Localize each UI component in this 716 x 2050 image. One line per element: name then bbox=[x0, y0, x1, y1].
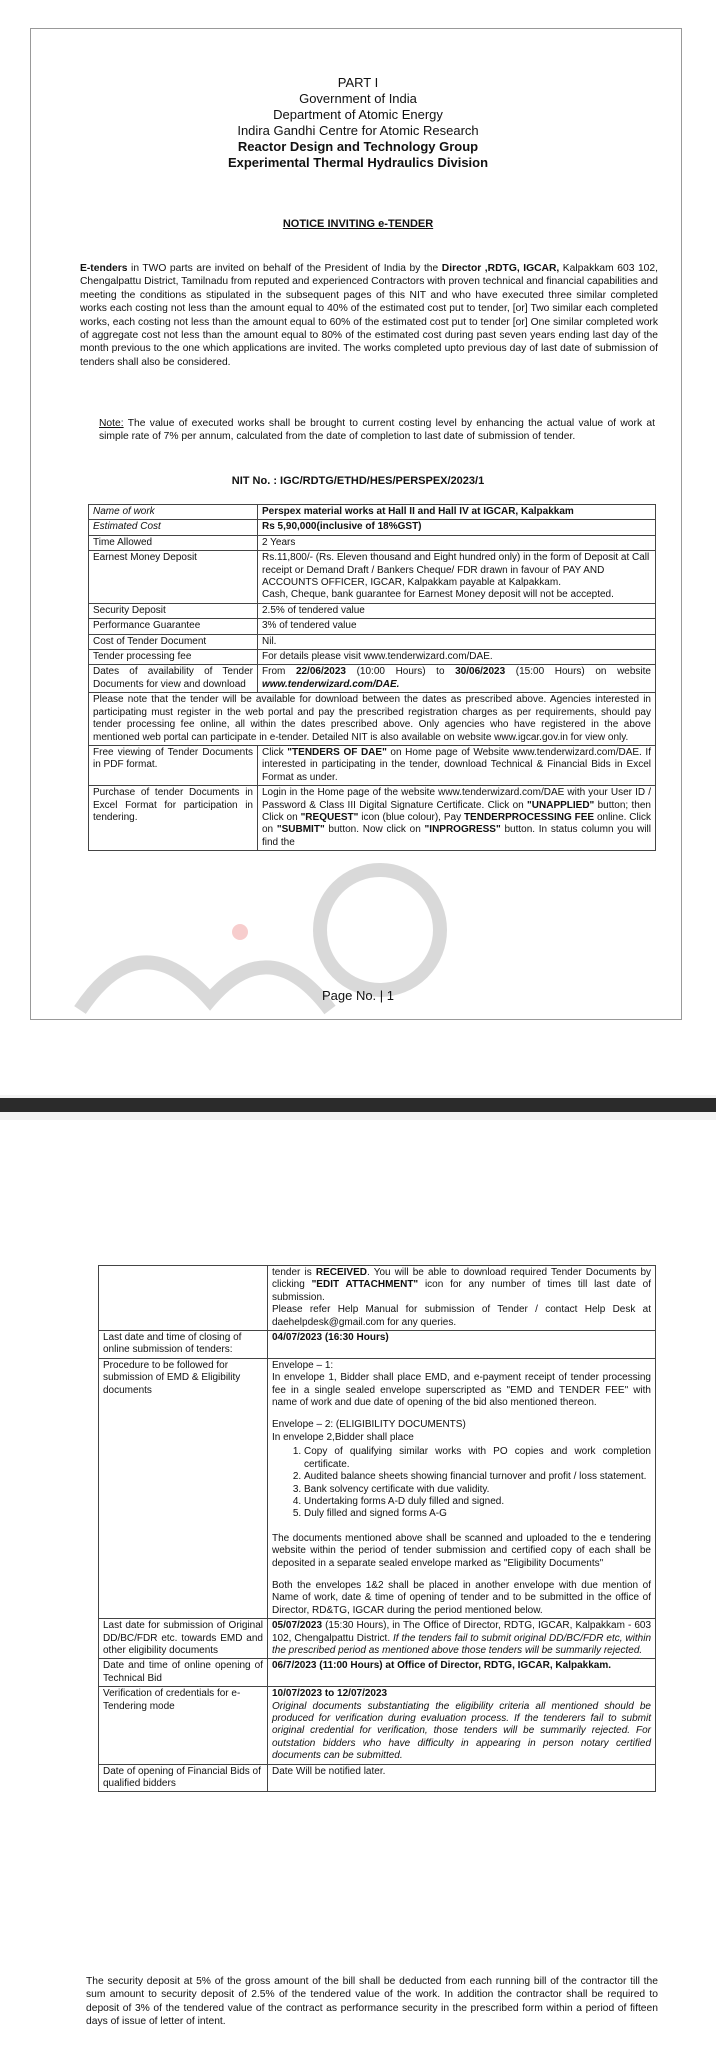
emd-value bbox=[258, 551, 656, 604]
envelope-2-intro: In envelope 2,Bidder shall place bbox=[272, 1431, 414, 1443]
technical-bid-value: 06/7/2023 (11:00 Hours) at Office of Director, RDTG, IGCAR, Kalpakkam. bbox=[268, 1659, 656, 1687]
table-row bbox=[89, 745, 656, 785]
dates-website: www.tenderwizard.com/DAE. bbox=[262, 678, 400, 690]
financial-bid-value: Date Will be notified later. bbox=[268, 1764, 656, 1792]
orig-text-b: (15:30 Hours), in The Office of Director, RDTG, IGCAR, Kalpakkam - 603 102, Chengalpattu District. bbox=[272, 1620, 651, 1644]
free-viewing-value bbox=[258, 745, 656, 785]
continued-label-cell bbox=[99, 1266, 268, 1331]
procedure-label: Procedure to be followed for submission of EMD & Eligibility documents bbox=[99, 1358, 268, 1618]
page-number: Page No. | 1 bbox=[321, 988, 395, 1003]
list-item: 1. Copy of qualifying similar works with PO copies and work completion certificate. bbox=[304, 1446, 651, 1471]
processing-fee-label: Tender processing fee bbox=[89, 650, 258, 665]
table-row bbox=[99, 1764, 656, 1792]
dates-to: 30/06/2023 bbox=[455, 666, 506, 678]
purchase-text-j: "INPROGRESS" bbox=[424, 824, 501, 836]
document-page-2 bbox=[0, 1120, 716, 2050]
estimated-cost-value: Rs 5,90,000(inclusive of 18%GST) bbox=[258, 520, 656, 535]
table-row bbox=[89, 786, 656, 851]
dates-from: 22/06/2023 bbox=[295, 666, 346, 678]
dates-text-e: (15:00 Hours) on website bbox=[505, 666, 651, 678]
header-division: Experimental Thermal Hydraulics Division bbox=[227, 155, 489, 170]
original-docs-label: Last date for submission of Original DD/BC/FDR etc. towards EMD and other eligibility documents bbox=[99, 1619, 268, 1659]
cont-text-c: . You will be able to download required Tender Documents by clicking bbox=[272, 1267, 652, 1291]
table-row bbox=[89, 551, 656, 604]
header-centre: Indira Gandhi Centre for Atomic Research bbox=[237, 123, 479, 138]
header-government: Government of India bbox=[299, 91, 417, 106]
purchase-text-h: "SUBMIT" bbox=[276, 824, 325, 836]
document-header bbox=[0, 75, 716, 171]
verification-dates: 10/07/2023 to 12/07/2023 bbox=[272, 1688, 388, 1700]
security-deposit-label: Security Deposit bbox=[89, 603, 258, 618]
purchase-text-c: button; then Click on bbox=[262, 799, 651, 823]
download-notice: Please note that the tender will be available for download between the dates as prescribed above. Agencies interested in participating must register in the web portal and pay the prescribed registration charges as per requirements, should pay tender processing fee online, all within the dates prescribed above. Only agencies who have registered in the above mentioned web portal can participate in e-tender. Detailed NIT is also available on website www.igcar.gov.in for view only. bbox=[89, 693, 656, 746]
intro-text-1: in TWO parts are invited on behalf of the President of India by the bbox=[127, 263, 442, 274]
time-allowed-label: Time Allowed bbox=[89, 535, 258, 550]
list-item: 5. Duly filled and signed forms A-G bbox=[304, 1508, 651, 1520]
note-text: The value of executed works shall be brought to current costing level by enhancing the actual value of work at simple rate of 7% per annum, calculated from the date of completion to last date of submission of tender. bbox=[99, 418, 655, 443]
intro-text-2: Kalpakkam 603 102, Chengalpattu District, Tamilnadu from reputed and experienced Contractors with proven technical and financial capabilities and meeting the conditions as stipulated in the subsequent pages of this NIT and who have executed three similar completed works each costing not less than the amount equal to 40% of the estimated cost put to tender, [or] Two similar each completed works, each costing not less than the amount equal to 60% of the estimated cost put to tender [or] One similar completed work of aggregate cost not less than the amount equal to 80% of the estimated cost during past seven years ending last day of the month previous to the one which applications are invited. The works completed upto previous day of last date of submission of tenders shall also be considered. bbox=[80, 263, 658, 368]
purchase-docs-value bbox=[258, 786, 656, 851]
name-of-work-value: Perspex material works at Hall II and Hall IV at IGCAR, Kalpakkam bbox=[258, 505, 656, 520]
tender-details-table bbox=[88, 504, 656, 851]
procedure-table bbox=[98, 1265, 656, 1792]
intro-paragraph bbox=[80, 262, 658, 369]
table-row bbox=[99, 1266, 656, 1331]
performance-guarantee-label: Performance Guarantee bbox=[89, 619, 258, 634]
procedure-value bbox=[268, 1358, 656, 1618]
notice-title: NOTICE INVITING e-TENDER bbox=[282, 218, 434, 230]
free-text-a: Click bbox=[262, 746, 288, 758]
table-row bbox=[89, 650, 656, 665]
intro-bold-2: Director ,RDTG, IGCAR, bbox=[441, 263, 560, 274]
free-viewing-label: Free viewing of Tender Documents in PDF format. bbox=[89, 745, 258, 785]
verification-label: Verification of credentials for e-Tendering mode bbox=[99, 1687, 268, 1764]
closing-paragraph: The security deposit at 5% of the gross amount of the bill shall be deducted from each running bill of the contractor till the sum amount to security deposit of 2.5% of the tendered value of the work. In addition the contractor shall be required to deposit of 3% of the tendered value of the contract as performance security in the prescribed form within a period of fifteen days of issue of letter of intent. bbox=[86, 1976, 658, 2028]
envelope-1-title: Envelope – 1: bbox=[272, 1359, 334, 1371]
estimated-cost-label: Estimated Cost bbox=[89, 520, 258, 535]
purchase-text-d: "REQUEST" bbox=[300, 811, 359, 823]
table-row bbox=[89, 619, 656, 634]
closing-date-value: 04/07/2023 (16:30 Hours) bbox=[268, 1331, 656, 1359]
cont-text-d: "EDIT ATTACHMENT" bbox=[311, 1279, 419, 1291]
purchase-text-f: TENDERPROCESSING FEE bbox=[463, 811, 595, 823]
purchase-text-k: button. In status column you will find the bbox=[262, 824, 652, 848]
free-text-c: on Home page of Website www.tenderwizard.com/DAE. If interested in participating in the tender, download Technical & Financial Bids in Excel Format as under. bbox=[262, 746, 651, 783]
orig-date: 05/07/2023 bbox=[272, 1620, 323, 1632]
availability-dates-value bbox=[258, 665, 656, 693]
table-row bbox=[99, 1358, 656, 1618]
table-row bbox=[99, 1331, 656, 1359]
purchase-text-a: Login in the Home page of the website www.tenderwizard.com/DAE with your User ID / Password & Class III Digital Signature Certificate. Click on bbox=[262, 787, 651, 811]
table-row bbox=[89, 520, 656, 535]
eligibility-docs-list bbox=[290, 1446, 651, 1520]
note-paragraph bbox=[99, 417, 655, 444]
availability-dates-label: Dates of availability of Tender Documents for view and download bbox=[89, 665, 258, 693]
cont-text-b: RECEIVED bbox=[315, 1267, 367, 1278]
purchase-text-g: online. Click on bbox=[262, 811, 651, 836]
emd-value-text: Rs.11,800/- (Rs. Eleven thousand and Eight hundred only) in the form of Deposit at Call receipt or Demand Draft / Bankers Cheque/ FDR drawn in favour of PAY AND ACCOUNTS OFFICER, IGCAR, Kalpakkam payable at Kalpakkam. bbox=[262, 552, 650, 589]
both-envelopes-text: Both the envelopes 1&2 shall be placed in another envelope with due mention of Name of work, date & time of opening of tender and to be submitted in the office of Director, RD&TG, IGCAR during the period mentioned below. bbox=[272, 1579, 651, 1616]
emd-value-note: Cash, Cheque, bank guarantee for Earnest Money deposit will not be accepted. bbox=[262, 589, 614, 601]
envelope-2-title: Envelope – 2: (ELIGIBILITY DOCUMENTS) bbox=[272, 1419, 466, 1431]
list-item: 3. Bank solvency certificate with due validity. bbox=[304, 1484, 651, 1496]
table-row bbox=[89, 535, 656, 550]
name-of-work-label: Name of work bbox=[89, 505, 258, 520]
time-allowed-value: 2 Years bbox=[258, 535, 656, 550]
continued-instructions bbox=[268, 1266, 656, 1331]
documents-upload-text: The documents mentioned above shall be scanned and uploaded to the e tendering website within the period of tender submission and certified copy of each shall be deposited in a separate sealed envelope marked as "Eligibility Documents" bbox=[272, 1532, 651, 1569]
technical-bid-label: Date and time of online opening of Technical Bid bbox=[99, 1659, 268, 1687]
performance-guarantee-value: 3% of tendered value bbox=[258, 619, 656, 634]
list-item: 2. Audited balance sheets showing financial turnover and profit / loss statement. bbox=[304, 1471, 651, 1483]
processing-fee-value: For details please visit www.tenderwizard.com/DAE. bbox=[258, 650, 656, 665]
cont-text-e: icon for any number of times till last date of submission. bbox=[272, 1279, 651, 1303]
table-row bbox=[99, 1619, 656, 1659]
tender-document-cost-label: Cost of Tender Document bbox=[89, 634, 258, 649]
table-row bbox=[89, 603, 656, 618]
envelope-1-text: In envelope 1, Bidder shall place EMD, and e-payment receipt of tender processing fee in a single sealed envelope superscripted as "EMD and TENDER FEE" with name of work and due date of opening of the bid also mentioned thereon. bbox=[272, 1372, 651, 1409]
closing-date-label: Last date and time of closing of online submission of tenders: bbox=[99, 1331, 268, 1359]
table-row bbox=[99, 1687, 656, 1764]
table-row bbox=[89, 693, 656, 746]
free-text-b: "TENDERS OF DAE" bbox=[287, 746, 387, 758]
purchase-text-i: button. Now click on bbox=[324, 824, 425, 836]
purchase-text-e: icon (blue colour), Pay bbox=[358, 811, 464, 823]
header-group: Reactor Design and Technology Group bbox=[237, 139, 479, 154]
verification-text: Original documents substantiating the eligibility criteria all mentioned should be produced for verification during evaluation process. If the tenderers fail to submit original credential for verification, those tenders will be summarily rejected. For outstation bidders who have difficulty in appearing in person notary certified documents can be submitted. bbox=[272, 1700, 651, 1762]
purchase-text-b: "UNAPPLIED" bbox=[527, 799, 595, 811]
orig-text-c: If the tenders fail to submit original DD/BC/FDR etc, within the prescribed period as mentioned above those tenders will be summarily rejected. bbox=[272, 1632, 652, 1656]
intro-bold-1: E-tenders bbox=[80, 263, 128, 274]
list-item: 4. Undertaking forms A-D duly filled and signed. bbox=[304, 1496, 651, 1508]
tender-document-cost-value: Nil. bbox=[258, 634, 656, 649]
dates-text-c: (10:00 Hours) to bbox=[346, 666, 456, 678]
table-row bbox=[89, 665, 656, 693]
page-divider bbox=[0, 1098, 716, 1112]
table-row bbox=[99, 1659, 656, 1687]
header-part: PART I bbox=[337, 75, 379, 90]
purchase-docs-label: Purchase of tender Documents in Excel Format for participation in tendering. bbox=[89, 786, 258, 851]
dates-text-a: From bbox=[262, 666, 296, 678]
nit-number: NIT No. : IGC/RDTG/ETHD/HES/PERSPEX/2023/1 bbox=[231, 475, 485, 487]
original-docs-value bbox=[268, 1619, 656, 1659]
table-row bbox=[89, 505, 656, 520]
cont-text-a: tender is bbox=[272, 1267, 316, 1278]
help-desk-text: Please refer Help Manual for submission of Tender / contact Help Desk at daehelpdesk@gmail.com for any queries. bbox=[272, 1304, 651, 1328]
security-deposit-value: 2.5% of tendered value bbox=[258, 603, 656, 618]
financial-bid-label: Date of opening of Financial Bids of qualified bidders bbox=[99, 1764, 268, 1792]
emd-label: Earnest Money Deposit bbox=[89, 551, 258, 604]
note-label: Note: bbox=[99, 418, 124, 429]
verification-value bbox=[268, 1687, 656, 1764]
header-department: Department of Atomic Energy bbox=[273, 107, 443, 122]
table-row bbox=[89, 634, 656, 649]
